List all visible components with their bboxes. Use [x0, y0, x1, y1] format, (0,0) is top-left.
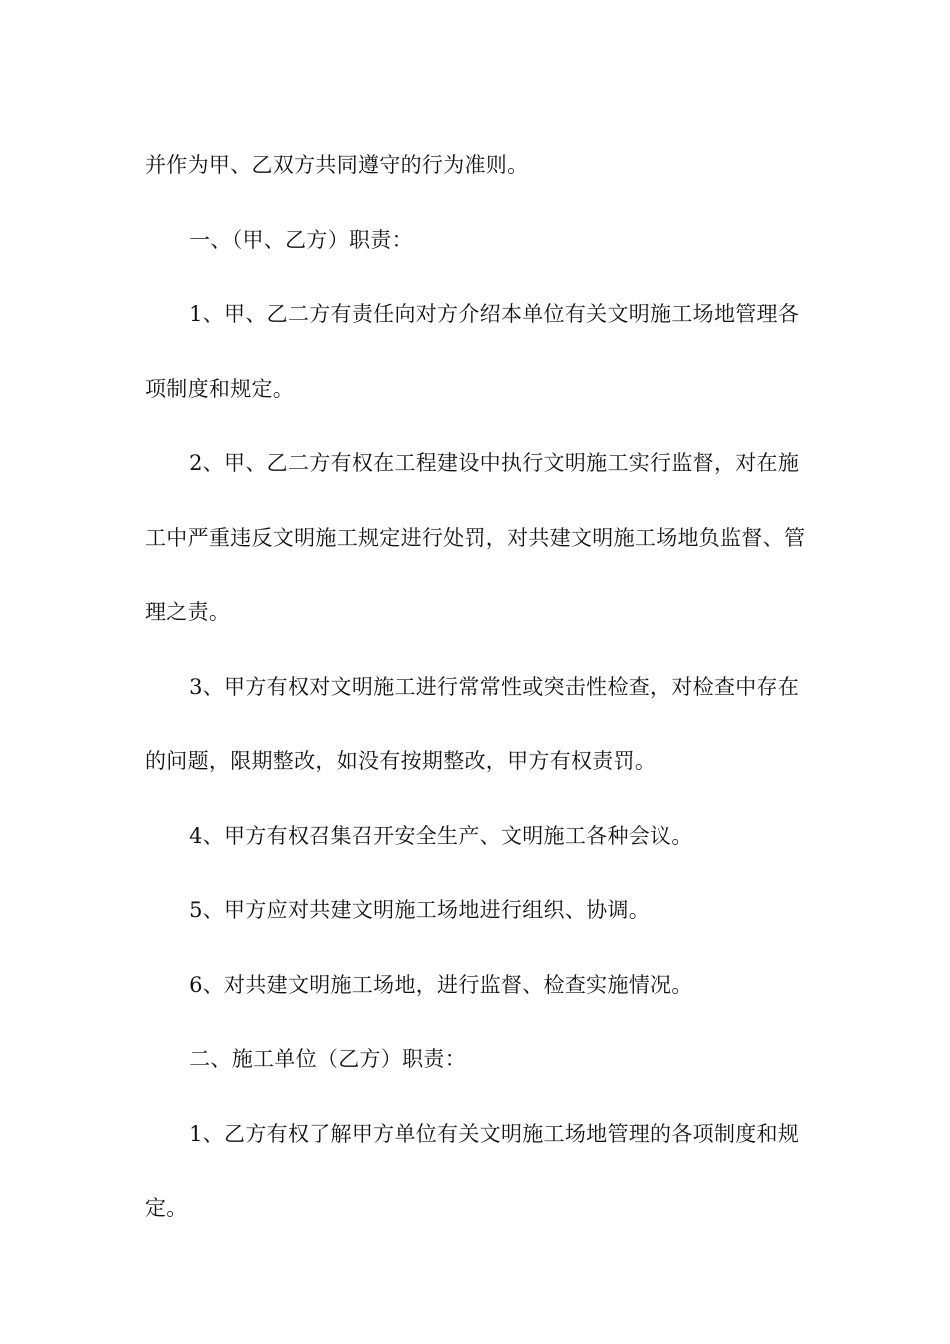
paragraph-item-1-1: 1、甲、乙二方有责任向对方介绍本单位有关文明施工场地管理各项制度和规定。	[145, 302, 800, 401]
paragraph-item-2-1: 1、乙方有权了解甲方单位有关文明施工场地管理的各项制度和规定。	[145, 1121, 800, 1220]
document-body	[145, 128, 807, 1246]
paragraph-item-1-2: 2、甲、乙二方有权在工程建设中执行文明施工实行监督，对在施工中严重违反文明施工规定进行处罚，对共建文明施工场地负监督、管理之责。	[145, 451, 806, 624]
paragraph-item-1-4: 4、甲方有权召集召开安全生产、文明施工各种会议。	[189, 823, 693, 848]
section-heading-2: 二、施工单位（乙方）职责：	[189, 1047, 466, 1071]
paragraph-item-1-5: 5、甲方应对共建文明施工场地进行组织、协调。	[189, 898, 651, 922]
paragraph-item-1-3: 3、甲方有权对文明施工进行常常性或突击性检查，对检查中存在的问题，限期整改，如没有按期整改，甲方有权责罚。	[145, 674, 800, 773]
paragraph-item-1-6: 6、对共建文明施工场地，进行监督、检查实施情况。	[189, 972, 693, 997]
section-heading-1: 一、（甲、乙方）职责：	[189, 227, 413, 252]
paragraph-continuation: 并作为甲、乙双方共同遵守的行为准则。	[145, 153, 529, 177]
